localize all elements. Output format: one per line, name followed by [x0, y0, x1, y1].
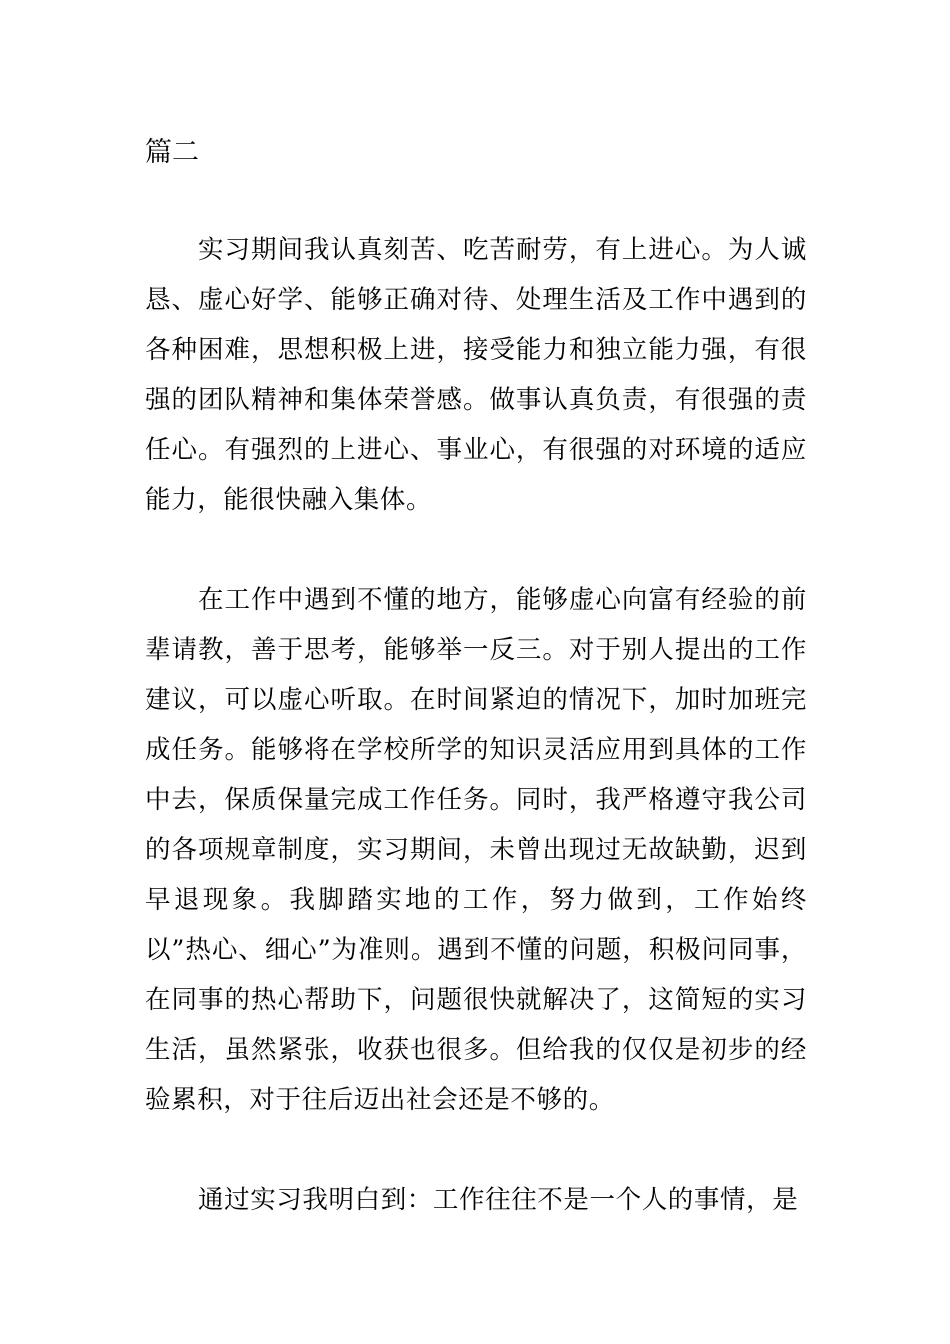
paragraph-2: 在工作中遇到不懂的地方，能够虚心向富有经验的前辈请教，善于思考，能够举一反三。对于别人提出的工作建议，可以虚心听取。在时间紧迫的情况下，加时加班完成任务。能够将在学校所学的知识灵活应用到具体的工作中去，保质保量完成工作任务。同时，我严格遵守我公司的各项规章制度，实习期间，未曾出现过无故缺勤，迟到早退现象。我脚踏实地的工作，努力做到，工作始终以”热心、细心”为准则。遇到不懂的问题，积极问同事，在同事的热心帮助下，问题很快就解决了，这简短的实习生活，虽然紧张，收获也很多。但给我的仅仅是初步的经验累积，对于往后迈出社会还是不够的。: [145, 585, 807, 1115]
paragraph-3: 通过实习我明白到：工作往往不是一个人的事情，是: [198, 1185, 799, 1215]
paragraph-1: 实习期间我认真刻苦、吃苦耐劳，有上进心。为人诚恳、虚心好学、能够正确对待、处理生活及工作中遇到的各种困难，思想积极上进，接受能力和独立能力强，有很强的团队精神和集体荣誉感。做事认真负责，有很强的责任心。有强烈的上进心、事业心，有很强的对环境的适应能力，能很快融入集体。: [145, 235, 807, 515]
section-heading: 篇二: [145, 137, 199, 168]
